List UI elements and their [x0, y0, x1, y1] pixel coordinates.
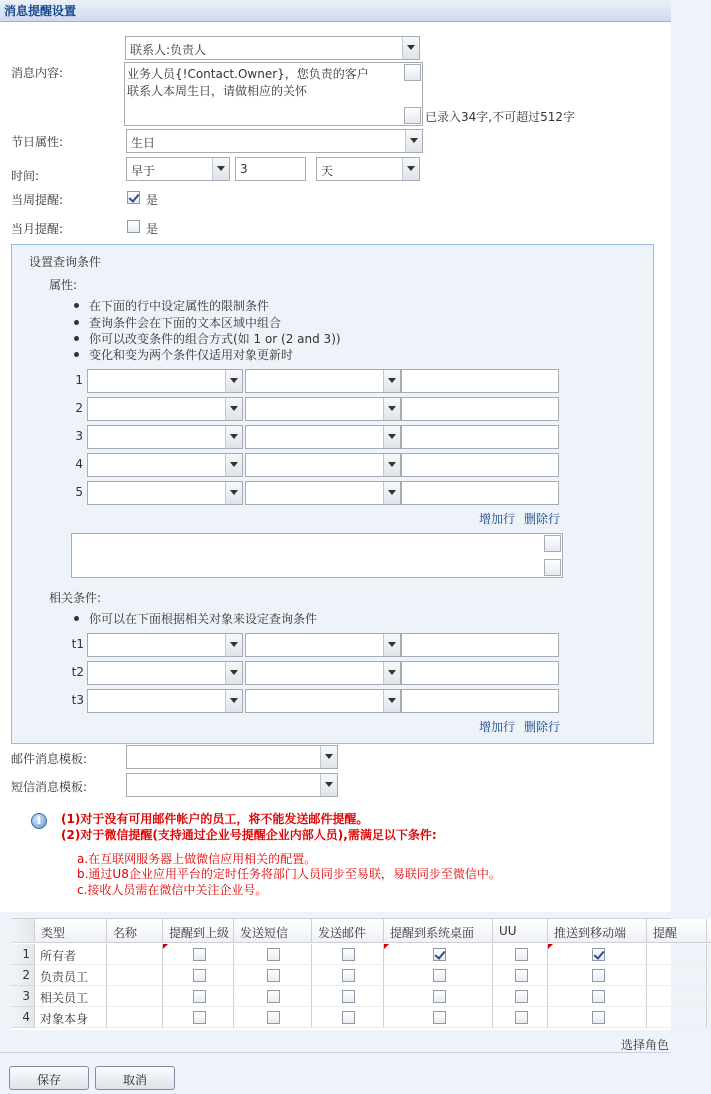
condition-operator-select[interactable]: [245, 481, 401, 505]
grid-checkbox[interactable]: [515, 969, 528, 982]
time-amount-value: 3: [240, 162, 248, 176]
chevron-down-icon: [383, 370, 400, 392]
condition-operator-select[interactable]: [245, 369, 401, 393]
grid-row-number: 2: [11, 965, 35, 986]
query-group-title: 设置查询条件: [29, 255, 102, 269]
grid-header: [11, 919, 711, 943]
grid-check-cell[interactable]: [234, 986, 312, 1007]
grid-check-cell[interactable]: [548, 986, 647, 1007]
tip-item: 变化和变为两个条件仅适用对象更新时: [89, 348, 294, 362]
grid-checkbox[interactable]: [515, 948, 528, 961]
condition-row-number: 2: [75, 401, 83, 415]
grid-row-number: 4: [11, 1007, 35, 1028]
chevron-down-icon: [383, 482, 400, 504]
condition-row-number: 1: [75, 373, 83, 387]
grid-checkbox[interactable]: [342, 990, 355, 1003]
grid-check-cell[interactable]: [548, 965, 647, 986]
grid-checkbox[interactable]: [433, 1011, 446, 1024]
grid-check-cell[interactable]: [312, 944, 384, 965]
grid-checkbox[interactable]: [193, 948, 206, 961]
add-row-link[interactable]: 增加行: [479, 512, 516, 526]
grid-checkbox[interactable]: [592, 990, 605, 1003]
grid-header-cell[interactable]: 名称: [107, 919, 163, 943]
select-role-link[interactable]: 选择角色: [621, 1038, 670, 1052]
grid-check-cell[interactable]: [548, 1007, 647, 1028]
monthly-checkbox[interactable]: [127, 220, 140, 233]
weekly-checkbox[interactable]: [127, 191, 140, 204]
related-value-input[interactable]: [401, 661, 559, 685]
condition-row-number: 3: [75, 429, 83, 443]
dirty-marker-icon: [163, 944, 168, 949]
chevron-down-icon: [402, 37, 419, 59]
condition-value-input[interactable]: [401, 369, 559, 393]
grid-check-cell[interactable]: [493, 965, 548, 986]
note-sub-a: a.在互联网服务器上做微信应用相关的配置。: [77, 852, 317, 866]
scroll-up-button[interactable]: [544, 535, 561, 552]
grid-name-cell: [107, 1007, 163, 1028]
related-value-input[interactable]: [401, 689, 559, 713]
monthly-option: 是: [146, 222, 159, 236]
condition-row-number: 5: [75, 485, 83, 499]
attribute-label: 属性:: [49, 278, 78, 292]
related-value-input[interactable]: [401, 633, 559, 657]
chevron-down-icon: [383, 690, 400, 712]
condition-value-input[interactable]: [401, 425, 559, 449]
grid-check-cell[interactable]: [163, 986, 234, 1007]
time-unit-select[interactable]: [316, 157, 420, 181]
related-field-select[interactable]: [87, 661, 243, 685]
chevron-down-icon: [225, 398, 242, 420]
grid-check-cell[interactable]: [384, 986, 493, 1007]
tip-item: 查询条件会在下面的文本区域中组合: [89, 316, 282, 330]
grid-check-cell[interactable]: [234, 944, 312, 965]
grid-type-cell: 对象本身: [35, 1007, 107, 1028]
scroll-down-button[interactable]: [404, 107, 421, 124]
related-field-select[interactable]: [87, 633, 243, 657]
condition-logic-textarea[interactable]: [71, 533, 563, 578]
grid-checkbox[interactable]: [267, 1011, 280, 1024]
dirty-marker-icon: [548, 944, 553, 949]
related-operator-select[interactable]: [245, 661, 401, 685]
grid-checkbox[interactable]: [515, 1011, 528, 1024]
condition-operator-select[interactable]: [245, 397, 401, 421]
note-sub-c: c.接收人员需在微信中关注企业号。: [77, 883, 268, 897]
dialog-title: 消息提醒设置: [0, 0, 671, 22]
related-row-number: t1: [71, 637, 84, 651]
condition-field-select[interactable]: [87, 369, 243, 393]
grid-type-cell: 负责员工: [35, 965, 107, 986]
chevron-down-icon: [383, 398, 400, 420]
grid-type-cell: 所有者: [35, 944, 107, 965]
grid-checkbox[interactable]: [433, 990, 446, 1003]
chevron-down-icon: [320, 746, 337, 768]
email-template-label: 邮件消息模板:: [11, 752, 88, 766]
grid-check-cell[interactable]: [312, 986, 384, 1007]
chevron-down-icon: [383, 454, 400, 476]
related-operator-select[interactable]: [245, 689, 401, 713]
grid-header-cell[interactable]: 发送短信: [234, 919, 312, 943]
grid-header-cell[interactable]: 提醒到系统桌面: [384, 919, 493, 943]
grid-checkbox[interactable]: [267, 990, 280, 1003]
grid-check-cell[interactable]: [312, 965, 384, 986]
grid-checkbox[interactable]: [515, 990, 528, 1003]
dirty-marker-icon: [384, 944, 389, 949]
save-button[interactable]: 保存: [9, 1066, 89, 1090]
grid-row-number: 3: [11, 986, 35, 1007]
grid-check-cell[interactable]: [234, 965, 312, 986]
grid-name-cell: [107, 965, 163, 986]
message-content-line1: 业务人员{!Contact.Owner}，您负责的客户: [127, 67, 369, 81]
cancel-button[interactable]: 取消: [95, 1066, 175, 1090]
scroll-down-button[interactable]: [544, 559, 561, 576]
message-content-line2: 联系人本周生日，请做相应的关怀: [127, 84, 308, 98]
note-line1: (1)对于没有可用邮件帐户的员工，将不能发送邮件提醒。: [61, 812, 369, 826]
add-related-row-link[interactable]: 增加行: [479, 720, 516, 734]
chevron-down-icon: [225, 426, 242, 448]
monthly-label: 当月提醒:: [11, 222, 64, 236]
note-line2: (2)对于微信提醒(支持通过企业号提醒企业内部人员),需满足以下条件:: [61, 828, 437, 842]
grid-checkbox[interactable]: [433, 969, 446, 982]
related-tip: 你可以在下面根据相关对象来设定查询条件: [89, 612, 318, 626]
chevron-down-icon: [225, 454, 242, 476]
grid-type-cell: 相关员工: [35, 986, 107, 1007]
condition-field-select[interactable]: [87, 453, 243, 477]
grid-checkbox[interactable]: [193, 990, 206, 1003]
time-label: 时间:: [11, 169, 40, 183]
grid-checkbox[interactable]: [267, 969, 280, 982]
message-content-label: 消息内容:: [11, 66, 64, 80]
grid-check-cell[interactable]: [493, 1007, 548, 1028]
chevron-down-icon: [383, 634, 400, 656]
grid-checkbox[interactable]: [342, 1011, 355, 1024]
delete-related-row-link[interactable]: 删除行: [524, 720, 561, 734]
grid-name-cell: [107, 986, 163, 1007]
grid-checkbox[interactable]: [592, 948, 605, 961]
email-template-select[interactable]: [126, 745, 338, 769]
grid-header-cell[interactable]: 类型: [35, 919, 107, 943]
condition-value-input[interactable]: [401, 481, 559, 505]
condition-value-input[interactable]: [401, 397, 559, 421]
weekly-label: 当周提醒:: [11, 193, 64, 207]
holiday-value: 生日: [131, 136, 156, 150]
char-count-text: 已录入34字,不可超过512字: [425, 110, 575, 124]
holiday-label: 节日属性:: [11, 135, 64, 149]
chevron-down-icon: [212, 158, 229, 180]
condition-value-input[interactable]: [401, 453, 559, 477]
related-operator-select[interactable]: [245, 633, 401, 657]
grid-checkbox[interactable]: [592, 1011, 605, 1024]
related-row-number: t2: [71, 665, 84, 679]
grid-check-cell[interactable]: [384, 965, 493, 986]
condition-field-select[interactable]: [87, 481, 243, 505]
grid-checkbox[interactable]: [193, 1011, 206, 1024]
condition-operator-select[interactable]: [245, 453, 401, 477]
related-condition-label: 相关条件:: [49, 591, 102, 605]
grid-row-number: 1: [11, 944, 35, 965]
grid-check-cell[interactable]: [234, 1007, 312, 1028]
grid-checkbox[interactable]: [267, 948, 280, 961]
grid-extra-cell[interactable]: [647, 965, 707, 986]
recipient-grid: [11, 918, 678, 1030]
chevron-down-icon: [225, 482, 242, 504]
message-content-textarea[interactable]: [124, 62, 423, 126]
condition-operator-select[interactable]: [245, 425, 401, 449]
condition-field-select[interactable]: [87, 397, 243, 421]
note-sub-b: b.通过U8企业应用平台的定时任务将部门人员同步至易联，易联同步至微信中。: [77, 867, 501, 881]
chevron-down-icon: [320, 774, 337, 796]
chevron-down-icon: [383, 426, 400, 448]
scroll-up-button[interactable]: [404, 64, 421, 81]
weekly-option: 是: [146, 193, 159, 207]
chevron-down-icon: [405, 130, 422, 152]
related-row-number: t3: [71, 693, 84, 707]
sms-template-select[interactable]: [126, 773, 338, 797]
sms-template-label: 短信消息模板:: [11, 780, 88, 794]
condition-row-number: 4: [75, 457, 83, 471]
chevron-down-icon: [225, 662, 242, 684]
grid-extra-cell[interactable]: [647, 1007, 707, 1028]
time-unit-value: 天: [321, 164, 334, 178]
message-field-value: 联系人:负责人: [130, 43, 207, 57]
grid-check-cell[interactable]: [312, 1007, 384, 1028]
time-direction-select[interactable]: [126, 157, 230, 181]
grid-header-cell[interactable]: 发送邮件: [312, 919, 384, 943]
grid-header-cell[interactable]: 提醒: [647, 919, 707, 943]
grid-check-cell[interactable]: [548, 944, 647, 965]
grid-extra-cell[interactable]: [647, 944, 707, 965]
grid-check-cell[interactable]: [163, 944, 234, 965]
grid-header-cell[interactable]: 提醒到上级: [163, 919, 234, 943]
grid-checkbox[interactable]: [433, 948, 446, 961]
grid-check-cell[interactable]: [384, 944, 493, 965]
grid-header-cell[interactable]: UU: [493, 919, 548, 943]
grid-extra-cell[interactable]: [647, 986, 707, 1007]
time-amount-input[interactable]: [235, 157, 306, 181]
tip-item: 你可以改变条件的组合方式(如 1 or (2 and 3)): [89, 332, 341, 346]
grid-check-cell[interactable]: [493, 986, 548, 1007]
related-field-select[interactable]: [87, 689, 243, 713]
grid-check-cell[interactable]: [163, 1007, 234, 1028]
chevron-down-icon: [225, 634, 242, 656]
condition-field-select[interactable]: [87, 425, 243, 449]
chevron-down-icon: [225, 690, 242, 712]
grid-check-cell[interactable]: [384, 1007, 493, 1028]
info-icon: i: [31, 813, 47, 829]
chevron-down-icon: [225, 370, 242, 392]
tip-item: 在下面的行中设定属性的限制条件: [89, 299, 270, 313]
grid-name-cell: [107, 944, 163, 965]
grid-checkbox[interactable]: [342, 948, 355, 961]
grid-corner: [11, 919, 35, 943]
chevron-down-icon: [402, 158, 419, 180]
grid-check-cell[interactable]: [493, 944, 548, 965]
delete-row-link[interactable]: 删除行: [524, 512, 561, 526]
grid-checkbox[interactable]: [342, 969, 355, 982]
grid-checkbox[interactable]: [193, 969, 206, 982]
grid-header-cell[interactable]: 推送到移动端: [548, 919, 647, 943]
time-direction-value: 早于: [131, 164, 156, 178]
holiday-select[interactable]: [126, 129, 423, 153]
grid-check-cell[interactable]: [163, 965, 234, 986]
grid-checkbox[interactable]: [592, 969, 605, 982]
chevron-down-icon: [383, 662, 400, 684]
message-field-select[interactable]: [125, 36, 420, 60]
